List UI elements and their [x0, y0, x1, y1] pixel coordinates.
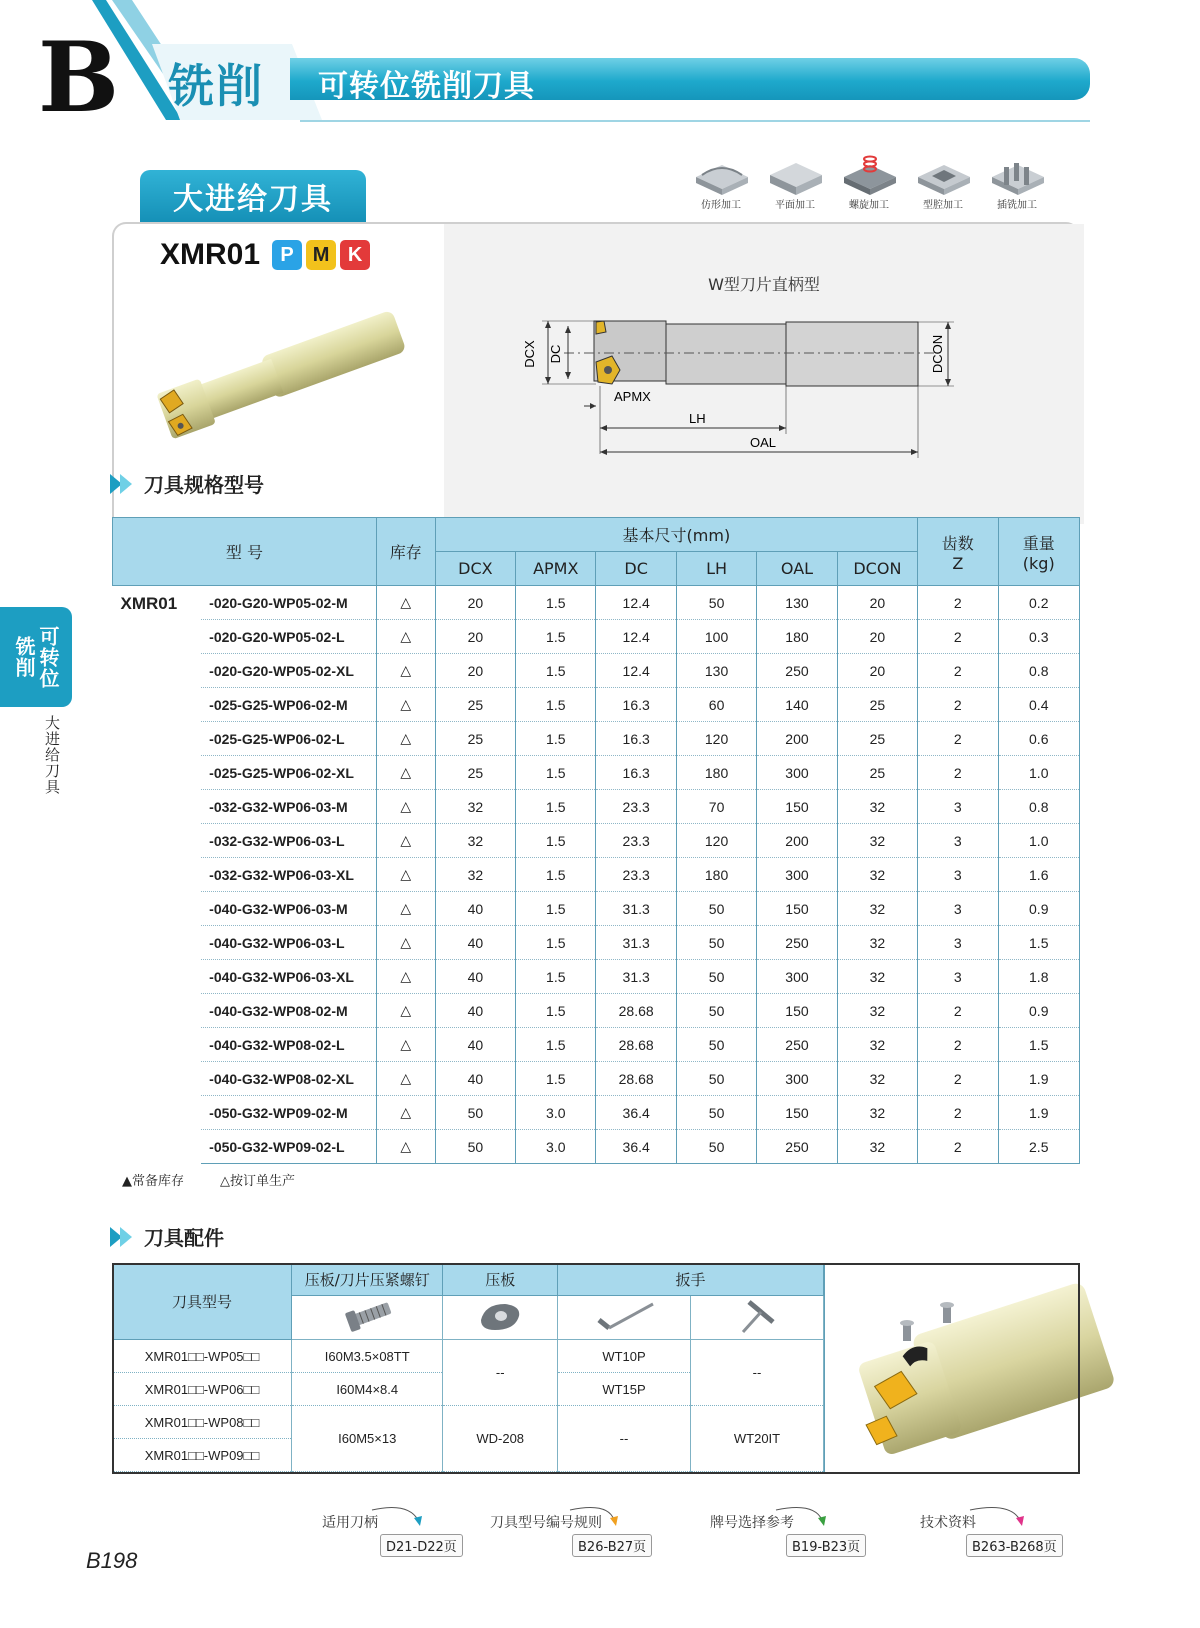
tool-photo-illustration	[140, 299, 410, 469]
cell-apmx: 1.5	[516, 1028, 596, 1062]
cell-dcx: 32	[435, 790, 515, 824]
cell-oal: 200	[757, 824, 837, 858]
cell-dc: 28.68	[596, 994, 676, 1028]
cell-lh: 180	[676, 756, 756, 790]
cell-z: 3	[918, 926, 998, 960]
cell-dc: 12.4	[596, 620, 676, 654]
side-subsection-label: 大进给刀具	[43, 715, 61, 795]
cell-dcx: 25	[435, 688, 515, 722]
cell-stock: △	[376, 960, 435, 994]
helical-milling-icon	[840, 155, 898, 195]
acc-model: XMR01□□-WP08□□	[113, 1406, 292, 1439]
cell-z: 2	[918, 756, 998, 790]
operation-helical	[838, 155, 900, 211]
cell-dc: 28.68	[596, 1028, 676, 1062]
clamp-plate-icon	[475, 1298, 525, 1334]
acc-screw-image	[292, 1296, 443, 1340]
acc-model: XMR01□□-WP06□□	[113, 1373, 292, 1406]
cell-kg: 0.9	[998, 994, 1080, 1028]
series-name: XMR01	[120, 594, 178, 613]
side-chapter-tab[interactable]	[0, 607, 72, 707]
ref-grade-selection[interactable]	[710, 1512, 861, 1555]
cell-oal: 200	[757, 722, 837, 756]
table-row	[113, 688, 1080, 722]
cell-kg: 1.0	[998, 756, 1080, 790]
cell-dcx: 40	[435, 1028, 515, 1062]
product-model-row	[160, 238, 370, 272]
cell-lh: 130	[676, 654, 756, 688]
grade-badge-p: P	[272, 240, 302, 270]
cell-dcon: 32	[837, 824, 917, 858]
col-header-model: 型 号	[113, 518, 377, 586]
model-code: -050-G32-WP09-02-M	[201, 1096, 376, 1130]
acc-wrench1: WT10P	[558, 1340, 691, 1373]
acc-wrench1-image	[558, 1296, 691, 1340]
ref-page[interactable]: B26-B27页	[572, 1534, 652, 1557]
operation-pocket	[912, 155, 974, 211]
cell-oal: 140	[757, 688, 837, 722]
col-header-stock: 库存	[376, 518, 435, 586]
cell-lh: 120	[676, 722, 756, 756]
col-header-oal: OAL	[757, 552, 837, 586]
double-arrow-icon	[110, 1227, 138, 1247]
face-milling-icon	[766, 155, 824, 195]
tool-head-illustration	[825, 1265, 1077, 1472]
cell-stock: △	[376, 722, 435, 756]
table-row	[113, 994, 1080, 1028]
cell-oal: 300	[757, 960, 837, 994]
cell-dcon: 25	[837, 722, 917, 756]
curved-arrow-icon	[322, 1506, 442, 1536]
cell-kg: 1.6	[998, 858, 1080, 892]
cell-lh: 50	[676, 926, 756, 960]
table-row	[113, 1130, 1080, 1164]
model-code: -040-G32-WP06-03-XL	[201, 960, 376, 994]
cell-kg: 1.5	[998, 1028, 1080, 1062]
table-row	[113, 756, 1080, 790]
dim-label-lh: LH	[689, 411, 706, 426]
col-header-dcon: DCON	[837, 552, 917, 586]
model-code: -032-G32-WP06-03-XL	[201, 858, 376, 892]
cell-oal: 250	[757, 1130, 837, 1164]
cell-dc: 16.3	[596, 722, 676, 756]
cell-kg: 1.9	[998, 1096, 1080, 1130]
cell-stock: △	[376, 858, 435, 892]
acc-col-model: 刀具型号	[113, 1264, 292, 1340]
cell-kg: 1.0	[998, 824, 1080, 858]
cell-oal: 300	[757, 756, 837, 790]
cell-dc: 12.4	[596, 654, 676, 688]
cell-dc: 23.3	[596, 790, 676, 824]
chapter-letter: B	[38, 21, 120, 134]
dim-label-oal: OAL	[750, 435, 777, 450]
ref-model-rules[interactable]	[490, 1512, 647, 1555]
dim-label-dcon: DCON	[930, 334, 945, 374]
acc-col-screw: 压板/刀片压紧螺钉	[292, 1264, 443, 1296]
cell-dc: 31.3	[596, 926, 676, 960]
cell-apmx: 3.0	[516, 1096, 596, 1130]
cell-kg: 0.9	[998, 892, 1080, 926]
ref-label: 适用刀柄	[322, 1515, 378, 1531]
cell-lh: 50	[676, 994, 756, 1028]
model-code: -040-G32-WP08-02-M	[201, 994, 376, 1028]
cell-z: 3	[918, 960, 998, 994]
cell-dcon: 32	[837, 926, 917, 960]
cell-z: 2	[918, 722, 998, 756]
side-tab-label-1: 铣削	[12, 636, 36, 678]
side-tab-label-2: 可转位	[36, 625, 60, 689]
cell-z: 2	[918, 1028, 998, 1062]
curved-arrow-icon	[710, 1506, 850, 1536]
cell-dc: 16.3	[596, 756, 676, 790]
cell-lh: 50	[676, 892, 756, 926]
cell-oal: 130	[757, 586, 837, 620]
acc-clamp: --	[443, 1340, 558, 1406]
cell-dcx: 40	[435, 960, 515, 994]
cell-apmx: 1.5	[516, 824, 596, 858]
model-code: -050-G32-WP09-02-L	[201, 1130, 376, 1164]
accessories-photo	[824, 1263, 1080, 1474]
cell-dcx: 50	[435, 1096, 515, 1130]
cell-kg: 1.8	[998, 960, 1080, 994]
table-row	[113, 790, 1080, 824]
cell-dcx: 20	[435, 620, 515, 654]
acc-wrench2: --	[690, 1340, 823, 1406]
cell-dcon: 32	[837, 790, 917, 824]
dimension-diagram	[524, 304, 1044, 464]
product-model-name: XMR01	[160, 238, 261, 271]
cell-apmx: 1.5	[516, 960, 596, 994]
cell-z: 2	[918, 1062, 998, 1096]
operation-contour	[690, 155, 752, 211]
cell-z: 3	[918, 858, 998, 892]
cell-dc: 36.4	[596, 1096, 676, 1130]
cell-dcx: 40	[435, 1062, 515, 1096]
double-arrow-icon	[110, 474, 138, 494]
cell-lh: 70	[676, 790, 756, 824]
spec-heading-text: 刀具规格型号	[144, 473, 264, 497]
chapter-title: 可转位铣削刀具	[318, 69, 535, 104]
ref-label: 技术资料	[920, 1515, 976, 1531]
model-code: -040-G32-WP08-02-XL	[201, 1062, 376, 1096]
dim-label-apmx: APMX	[614, 389, 651, 404]
cell-lh: 50	[676, 586, 756, 620]
curved-arrow-icon	[920, 1506, 1060, 1536]
cell-stock: △	[376, 1130, 435, 1164]
page-number: B198	[86, 1548, 138, 1573]
cell-stock: △	[376, 926, 435, 960]
op-label: 型腔加工	[923, 200, 963, 211]
table-row	[113, 892, 1080, 926]
table-row	[113, 722, 1080, 756]
cell-dcx: 32	[435, 824, 515, 858]
cell-dcon: 32	[837, 858, 917, 892]
ref-page[interactable]: D21-D22页	[380, 1534, 463, 1557]
col-header-dcx: DCX	[435, 552, 515, 586]
cell-oal: 150	[757, 994, 837, 1028]
screw-icon	[337, 1298, 397, 1334]
cell-stock: △	[376, 1096, 435, 1130]
cell-dcon: 20	[837, 654, 917, 688]
cell-lh: 50	[676, 960, 756, 994]
cell-z: 2	[918, 620, 998, 654]
cell-apmx: 1.5	[516, 722, 596, 756]
col-header-dc: DC	[596, 552, 676, 586]
curved-arrow-icon	[490, 1506, 630, 1536]
acc-screw: I60M3.5×08TT	[292, 1340, 443, 1373]
t-wrench-icon	[727, 1296, 787, 1336]
cell-kg: 1.5	[998, 926, 1080, 960]
cell-z: 2	[918, 1130, 998, 1164]
operation-icons	[690, 155, 1048, 211]
cell-dcon: 25	[837, 756, 917, 790]
chapter-category: 铣削	[168, 59, 264, 113]
ref-technical-data[interactable]	[920, 1512, 1057, 1555]
model-code: -032-G32-WP06-03-L	[201, 824, 376, 858]
accessories-table	[112, 1263, 824, 1472]
cell-dc: 31.3	[596, 892, 676, 926]
cell-lh: 120	[676, 824, 756, 858]
table-row	[113, 960, 1080, 994]
ref-holder[interactable]	[322, 1512, 457, 1555]
ref-label: 刀具型号编号规则	[490, 1515, 602, 1531]
op-label: 仿形加工	[701, 200, 741, 211]
spec-table	[112, 517, 1080, 1164]
cell-kg: 0.2	[998, 586, 1080, 620]
cell-lh: 60	[676, 688, 756, 722]
cell-stock: △	[376, 756, 435, 790]
cell-dcon: 32	[837, 994, 917, 1028]
acc-clamp-image	[443, 1296, 558, 1340]
cell-dcon: 20	[837, 620, 917, 654]
cell-dcx: 25	[435, 722, 515, 756]
ref-label: 牌号选择参考	[710, 1515, 794, 1531]
col-header-teeth: 齿数 Z	[918, 518, 998, 586]
cell-dcx: 50	[435, 1130, 515, 1164]
cell-lh: 50	[676, 1028, 756, 1062]
l-wrench-icon	[589, 1298, 659, 1334]
cell-lh: 100	[676, 620, 756, 654]
cell-apmx: 1.5	[516, 654, 596, 688]
model-code: -040-G32-WP06-03-M	[201, 892, 376, 926]
table-row	[113, 1028, 1080, 1062]
cell-apmx: 1.5	[516, 620, 596, 654]
col-header-lh: LH	[676, 552, 756, 586]
cell-oal: 150	[757, 892, 837, 926]
dim-label-dcx: DCX	[522, 340, 537, 368]
col-header-weight: 重量 (kg)	[998, 518, 1080, 586]
cell-apmx: 3.0	[516, 1130, 596, 1164]
plunge-milling-icon	[988, 155, 1046, 195]
model-code: -020-G20-WP05-02-L	[201, 620, 376, 654]
cell-dcx: 40	[435, 994, 515, 1028]
cell-dc: 12.4	[596, 586, 676, 620]
cell-stock: △	[376, 1062, 435, 1096]
cell-apmx: 1.5	[516, 756, 596, 790]
pocket-milling-icon	[914, 155, 972, 195]
legend-order: △按订单生产	[220, 1174, 295, 1189]
cell-apmx: 1.5	[516, 1062, 596, 1096]
grade-badge-m: M	[306, 240, 336, 270]
acc-clamp: WD-208	[443, 1406, 558, 1472]
table-row	[113, 654, 1080, 688]
cell-dc: 36.4	[596, 1130, 676, 1164]
cell-kg: 0.6	[998, 722, 1080, 756]
cell-oal: 300	[757, 1062, 837, 1096]
cell-z: 2	[918, 586, 998, 620]
acc-model: XMR01□□-WP09□□	[113, 1439, 292, 1472]
cell-dcon: 32	[837, 1130, 917, 1164]
cell-apmx: 1.5	[516, 892, 596, 926]
stock-legend	[122, 1170, 295, 1189]
cell-oal: 180	[757, 620, 837, 654]
acc-wrench2-image	[690, 1296, 823, 1340]
cell-lh: 50	[676, 1130, 756, 1164]
cell-stock: △	[376, 1028, 435, 1062]
diagram-title: W型刀片直柄型	[708, 275, 820, 294]
section-title: 大进给刀具	[140, 170, 366, 222]
cell-dcon: 32	[837, 960, 917, 994]
cell-oal: 250	[757, 654, 837, 688]
cell-oal: 250	[757, 1028, 837, 1062]
cell-dcon: 20	[837, 586, 917, 620]
cell-stock: △	[376, 688, 435, 722]
dim-label-dc: DC	[548, 344, 563, 364]
cell-dcon: 32	[837, 1028, 917, 1062]
cell-z: 2	[918, 654, 998, 688]
acc-screw: I60M5×13	[292, 1406, 443, 1472]
cell-kg: 1.9	[998, 1062, 1080, 1096]
cell-z: 2	[918, 994, 998, 1028]
legend-stock: ▲常备库存	[122, 1174, 184, 1189]
cell-dcx: 32	[435, 858, 515, 892]
table-row	[113, 1096, 1080, 1130]
header-underline	[300, 120, 1090, 122]
cell-dcx: 40	[435, 926, 515, 960]
cell-lh: 50	[676, 1062, 756, 1096]
acc-model: XMR01□□-WP05□□	[113, 1340, 292, 1373]
cell-kg: 0.8	[998, 654, 1080, 688]
model-code: -025-G25-WP06-02-M	[201, 688, 376, 722]
cell-dc: 16.3	[596, 688, 676, 722]
model-code: -025-G25-WP06-02-L	[201, 722, 376, 756]
cell-stock: △	[376, 994, 435, 1028]
col-header-apmx: APMX	[516, 552, 596, 586]
table-row	[113, 620, 1080, 654]
op-label: 插铣加工	[997, 200, 1037, 211]
cell-lh: 180	[676, 858, 756, 892]
cell-oal: 150	[757, 1096, 837, 1130]
cell-kg: 2.5	[998, 1130, 1080, 1164]
cell-z: 2	[918, 1096, 998, 1130]
op-label: 平面加工	[775, 200, 815, 211]
cell-kg: 0.8	[998, 790, 1080, 824]
table-row	[113, 1062, 1080, 1096]
cell-z: 3	[918, 790, 998, 824]
cell-z: 3	[918, 824, 998, 858]
cell-dcon: 32	[837, 892, 917, 926]
cell-dcon: 32	[837, 1062, 917, 1096]
acc-col-clamp: 压板	[443, 1264, 558, 1296]
cell-dcx: 25	[435, 756, 515, 790]
model-code: -020-G20-WP05-02-M	[201, 586, 376, 620]
cell-apmx: 1.5	[516, 994, 596, 1028]
table-row	[113, 926, 1080, 960]
cell-z: 2	[918, 688, 998, 722]
cell-dc: 23.3	[596, 824, 676, 858]
cell-dcon: 25	[837, 688, 917, 722]
model-code: -025-G25-WP06-02-XL	[201, 756, 376, 790]
model-code: -040-G32-WP06-03-L	[201, 926, 376, 960]
spec-heading	[110, 469, 264, 498]
operation-face	[764, 155, 826, 211]
accessories-heading	[110, 1222, 224, 1251]
acc-wrench1: --	[558, 1406, 691, 1472]
cell-stock: △	[376, 654, 435, 688]
table-row	[113, 858, 1080, 892]
model-code: -020-G20-WP05-02-XL	[201, 654, 376, 688]
cell-z: 3	[918, 892, 998, 926]
acc-screw: I60M4×8.4	[292, 1373, 443, 1406]
cell-stock: △	[376, 586, 435, 620]
table-row	[113, 824, 1080, 858]
operation-plunge	[986, 155, 1048, 211]
chapter-title-bar	[290, 58, 1090, 104]
cell-apmx: 1.5	[516, 858, 596, 892]
acc-col-wrench: 扳手	[558, 1264, 824, 1296]
ref-page[interactable]: B263-B268页	[966, 1534, 1063, 1557]
cell-dcx: 20	[435, 654, 515, 688]
cell-apmx: 1.5	[516, 688, 596, 722]
contour-milling-icon	[692, 155, 750, 195]
cell-dcx: 40	[435, 892, 515, 926]
cell-dc: 23.3	[596, 858, 676, 892]
cell-stock: △	[376, 790, 435, 824]
cell-dcx: 20	[435, 586, 515, 620]
cell-dcon: 32	[837, 1096, 917, 1130]
acc-wrench1: WT15P	[558, 1373, 691, 1406]
cell-apmx: 1.5	[516, 926, 596, 960]
cell-apmx: 1.5	[516, 790, 596, 824]
accessories-heading-text: 刀具配件	[144, 1226, 224, 1250]
cell-lh: 50	[676, 1096, 756, 1130]
cell-apmx: 1.5	[516, 586, 596, 620]
model-code: -040-G32-WP08-02-L	[201, 1028, 376, 1062]
ref-page[interactable]: B19-B23页	[786, 1534, 866, 1557]
col-header-basic-dims: 基本尺寸(mm)	[435, 518, 917, 552]
grade-badge-k: K	[340, 240, 370, 270]
table-row	[113, 586, 1080, 620]
cell-stock: △	[376, 824, 435, 858]
op-label: 螺旋加工	[849, 200, 889, 211]
cell-stock: △	[376, 892, 435, 926]
cell-dc: 28.68	[596, 1062, 676, 1096]
model-code: -032-G32-WP06-03-M	[201, 790, 376, 824]
acc-wrench2: WT20IT	[690, 1406, 823, 1472]
cell-dc: 31.3	[596, 960, 676, 994]
cell-oal: 150	[757, 790, 837, 824]
cell-oal: 250	[757, 926, 837, 960]
cell-oal: 300	[757, 858, 837, 892]
cell-kg: 0.3	[998, 620, 1080, 654]
cell-stock: △	[376, 620, 435, 654]
cell-kg: 0.4	[998, 688, 1080, 722]
dimension-diagram-panel	[444, 224, 1084, 524]
